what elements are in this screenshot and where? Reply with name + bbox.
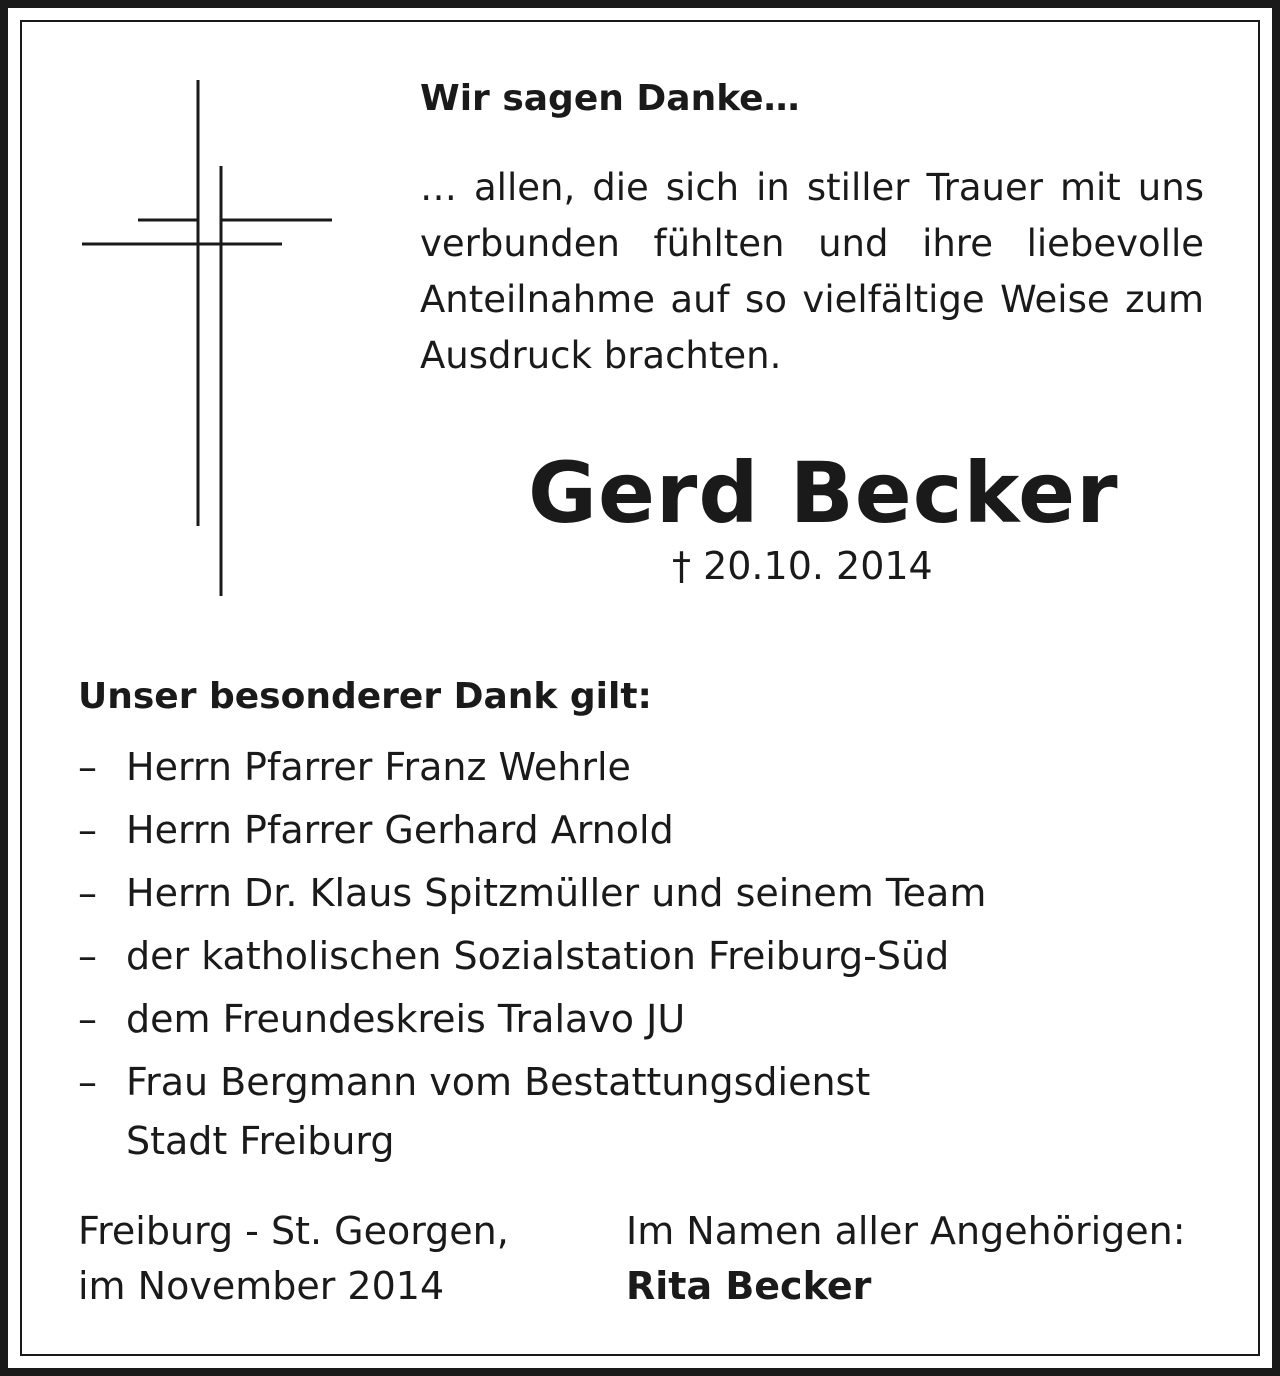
footer-signer: Rita Becker bbox=[626, 1264, 872, 1308]
list-item bbox=[78, 862, 986, 925]
header-title: Wir sagen Danke… bbox=[420, 78, 800, 119]
dash-marker: – bbox=[78, 1060, 97, 1104]
obituary-card bbox=[8, 8, 1272, 1368]
intro-text: … allen, die sich in stiller Trauer mit uns verbunden fühlten und ihre liebevolle Anteilnahme auf so vielfältige Weise zum Ausdruck brachten. bbox=[420, 166, 1204, 377]
deceased-name: Gerd Becker bbox=[528, 444, 1119, 542]
dash-marker: – bbox=[78, 745, 97, 789]
footer-behalf: Im Namen aller Angehörigen: bbox=[626, 1209, 1186, 1253]
dash-marker: – bbox=[78, 934, 97, 978]
list-item-text: Herrn Pfarrer Franz Wehrle bbox=[126, 745, 631, 789]
death-date: † 20.10. 2014 bbox=[672, 544, 933, 588]
list-item-text: der katholischen Sozialstation Freiburg-Süd bbox=[126, 934, 950, 978]
cross-icon bbox=[82, 80, 342, 600]
footer-place: Freiburg - St. Georgen, bbox=[78, 1209, 509, 1253]
footer-date: im November 2014 bbox=[78, 1264, 445, 1308]
dash-marker: – bbox=[78, 808, 97, 852]
list-item-text: Herrn Dr. Klaus Spitzmüller und seinem Team bbox=[126, 871, 987, 915]
list-item bbox=[78, 988, 986, 1051]
dash-marker: – bbox=[78, 871, 97, 915]
list-item-continuation: Stadt Freiburg bbox=[126, 1119, 395, 1163]
list-item bbox=[78, 799, 986, 862]
list-item bbox=[78, 736, 986, 799]
list-item-text: Frau Bergmann vom Bestattungsdienst bbox=[126, 1060, 871, 1104]
list-item-text: Herrn Pfarrer Gerhard Arnold bbox=[126, 808, 674, 852]
dash-marker: – bbox=[78, 997, 97, 1041]
list-item-text: dem Freundeskreis Tralavo JU bbox=[126, 997, 686, 1041]
list-item bbox=[78, 925, 986, 988]
list-item bbox=[78, 1051, 986, 1168]
thanks-list bbox=[78, 736, 986, 1168]
thanks-heading: Unser besonderer Dank gilt: bbox=[78, 676, 652, 717]
